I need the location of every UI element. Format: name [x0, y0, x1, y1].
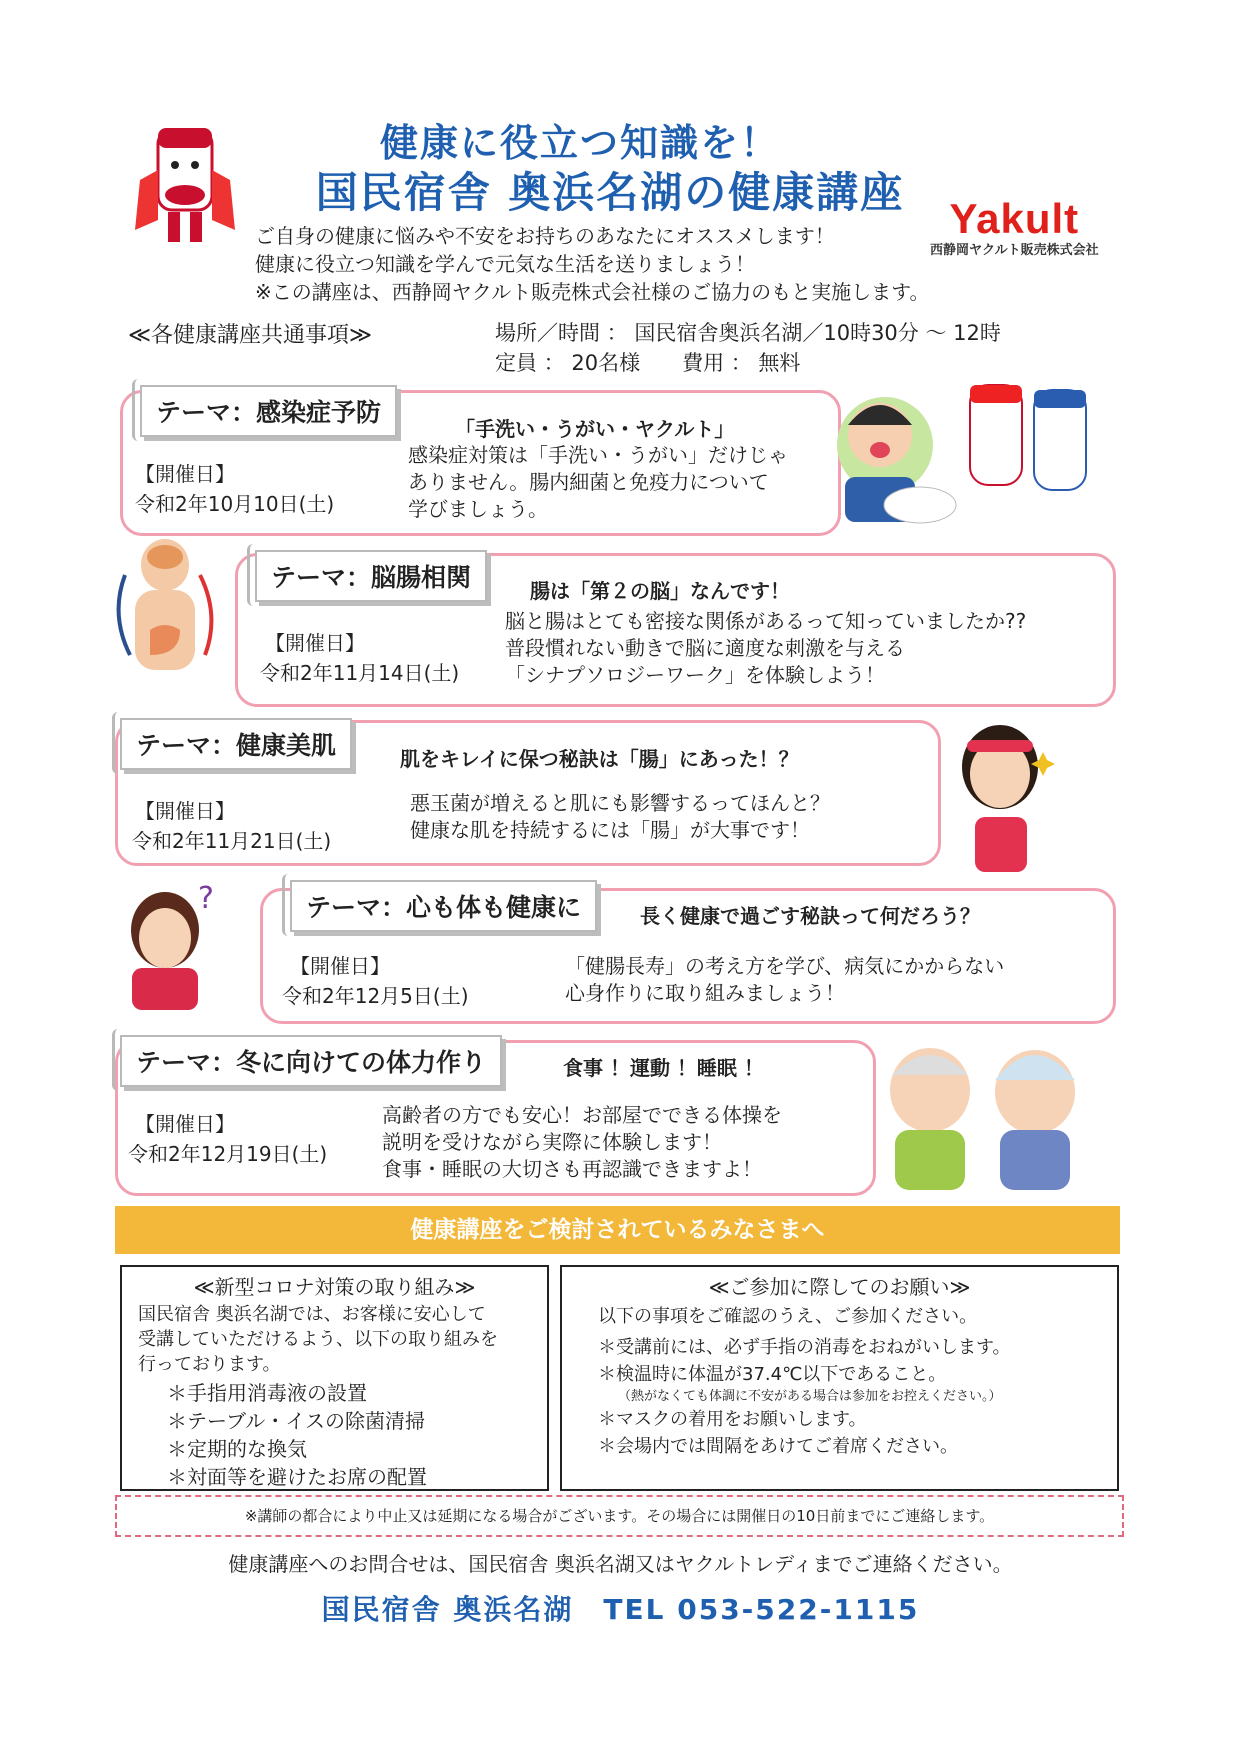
session-date-4: 令和2年12月5日(土): [282, 984, 469, 1008]
request-item: ＊受講前には、必ず手指の消毒をおねがいします。: [598, 1337, 1011, 1358]
participation-requests-box: [560, 1265, 1119, 1491]
desc-line: 「健腸長寿」の考え方を学び、病気にかからない: [565, 954, 1005, 978]
desc-line: 「シナプソロジーワーク」を体験しよう！: [505, 663, 885, 687]
phone-number: 国民宿舎 奥浜名湖 TEL 053-522-1115: [321, 1593, 920, 1626]
yakult-mascot-illustration: [130, 120, 240, 260]
requests-intro: 以下の事項をご確認のうえ、ご参加ください。: [598, 1306, 978, 1327]
intro-line: ご自身の健康に悩みや不安をお持ちのあなたにオススメします！: [255, 224, 835, 248]
corona-item: ＊テーブル・イスの除菌清掃: [167, 1409, 425, 1433]
corona-intro-line: 国民宿舎 奥浜名湖では、お客様に安心して: [138, 1304, 486, 1325]
intro-line: 健康に役立つ知識を学んで元気な生活を送りましょう！: [255, 252, 755, 276]
request-note: （熱がなくても体調に不安がある場合は参加をお控えください。）: [618, 1389, 1002, 1404]
desc-line: 食事・睡眠の大切さも再認識できますよ！: [382, 1157, 762, 1181]
session-date-3: 令和2年11月21日(土): [132, 829, 332, 853]
desc-line: 心身作りに取り組みましょう！: [565, 981, 845, 1005]
yakult-logo: [930, 195, 1099, 258]
desc-line: 悪玉菌が増えると肌にも影響するってほんと？: [410, 791, 830, 815]
brain-gut-illustration: [110, 535, 220, 675]
corona-intro-line: 行っております。: [138, 1354, 281, 1375]
date-label-3: 【開催日】: [135, 799, 235, 823]
corona-intro-line: 受講していただけるよう、以下の取り組みを: [138, 1329, 498, 1350]
corona-measures-box: [120, 1265, 549, 1491]
request-item: ＊マスクの着用をお願いします。: [598, 1409, 867, 1430]
page-title-line2: 国民宿舎 奥浜名湖の健康講座: [315, 168, 905, 217]
svg-text:?: ?: [198, 881, 214, 916]
session-theme-3: テーマ：健康美肌: [120, 718, 352, 770]
desc-line: 健康な肌を持続するには「腸」が大事です！: [410, 818, 810, 842]
session-date-2: 令和2年11月14日(土): [260, 661, 460, 685]
contact-text: 健康講座へのお問合せは、国民宿舎 奥浜名湖又はヤクルトレディまでご連絡ください。: [228, 1552, 1013, 1576]
desc-line: 脳と腸はとても密接な関係があるって知っていましたか??: [505, 609, 1027, 633]
session-desc-5: [382, 1102, 782, 1183]
session-catch-1: 「手洗い・うがい・ヤクルト」: [455, 417, 735, 441]
info-banner: 健康講座をご検討されているみなさまへ: [115, 1206, 1120, 1254]
intro-text: [255, 222, 930, 306]
logo-company: 西静岡ヤクルト販売株式会社: [930, 243, 1099, 258]
corona-title: ≪新型コロナ対策の取り組み≫: [193, 1275, 476, 1299]
session-catch-3: 肌をキレイに保つ秘訣は「腸」にあった！？: [400, 747, 799, 771]
session-catch-4: 長く健康で過ごす秘訣って何だろう？: [640, 904, 980, 928]
venue-time: 場所／時間 ： 国民宿舎奥浜名湖／10時30分 〜 12時: [495, 321, 1001, 345]
session-date-1: 令和2年10月10日(土): [135, 492, 335, 516]
request-item: ＊検温時に体温が37.4℃以下であること。: [598, 1364, 947, 1385]
corona-item: ＊対面等を避けたお席の配置: [167, 1465, 427, 1489]
cancellation-notice: ※講師の都合により中止又は延期になる場合がございます。その場合には開催日の10日前までにご連絡します。: [115, 1495, 1124, 1537]
logo-brand: Yakult: [949, 195, 1080, 242]
session-desc-3: [410, 790, 830, 844]
corona-items: [167, 1379, 547, 1491]
session-theme-5: テーマ：冬に向けての体力作り: [120, 1035, 502, 1087]
intro-line: ※この講座は、西静岡ヤクルト販売株式会社様のご協力のもと実施します。: [255, 280, 930, 304]
session-desc-4: [565, 953, 1004, 1007]
corona-intro: [138, 1302, 547, 1377]
elderly-exercise-illustration: [870, 1030, 1100, 1190]
desc-line: 説明を受けながら実際に体験します！: [382, 1130, 722, 1154]
session-desc-2: [505, 608, 1026, 689]
request-item: ＊会場内では間隔をあけてご着席ください。: [598, 1436, 958, 1457]
capacity-fee: 定員 ： 20名様 費用 ： 無料: [495, 351, 801, 375]
desc-line: 感染症対策は「手洗い・うがい」だけじゃ: [408, 443, 788, 467]
date-label-4: 【開催日】: [290, 954, 390, 978]
common-info: [495, 318, 1001, 378]
thinking-woman-illustration: [120, 880, 220, 1010]
page-title-line1: 健康に役立つ知識を！: [379, 121, 780, 165]
requests-items: [598, 1334, 1117, 1460]
desc-line: ありません。腸内細菌と免疫力について: [408, 470, 769, 494]
gargling-boy-illustration: [820, 385, 960, 530]
desc-line: 普段慣れない動きで脳に適度な刺激を与える: [505, 636, 905, 660]
date-label-5: 【開催日】: [135, 1112, 235, 1136]
corona-item: ＊手指用消毒液の設置: [167, 1381, 367, 1405]
session-theme-2: テーマ：脳腸相関: [255, 550, 487, 602]
common-label: ≪各健康講座共通事項≫: [128, 323, 373, 348]
requests-title: ≪ご参加に際してのお願い≫: [708, 1275, 971, 1299]
skincare-woman-illustration: [945, 712, 1060, 872]
session-theme-1: テーマ：感染症予防: [140, 385, 397, 437]
session-theme-4: テーマ：心も体も健康に: [290, 880, 597, 932]
desc-line: 学びましょう。: [408, 497, 548, 521]
session-desc-1: [408, 442, 788, 523]
session-catch-2: 腸は「第２の脳」なんです！: [530, 579, 790, 603]
session-date-5: 令和2年12月19日(土): [128, 1142, 328, 1166]
desc-line: 高齢者の方でも安心！お部屋でできる体操を: [382, 1103, 782, 1127]
yakult-bottles-illustration: [962, 365, 1102, 505]
date-label-2: 【開催日】: [265, 631, 365, 655]
corona-item: ＊定期的な換気: [167, 1437, 307, 1461]
date-label-1: 【開催日】: [135, 462, 235, 486]
session-catch-5: 食事 ！運動 ！睡眠 ！: [563, 1056, 764, 1080]
